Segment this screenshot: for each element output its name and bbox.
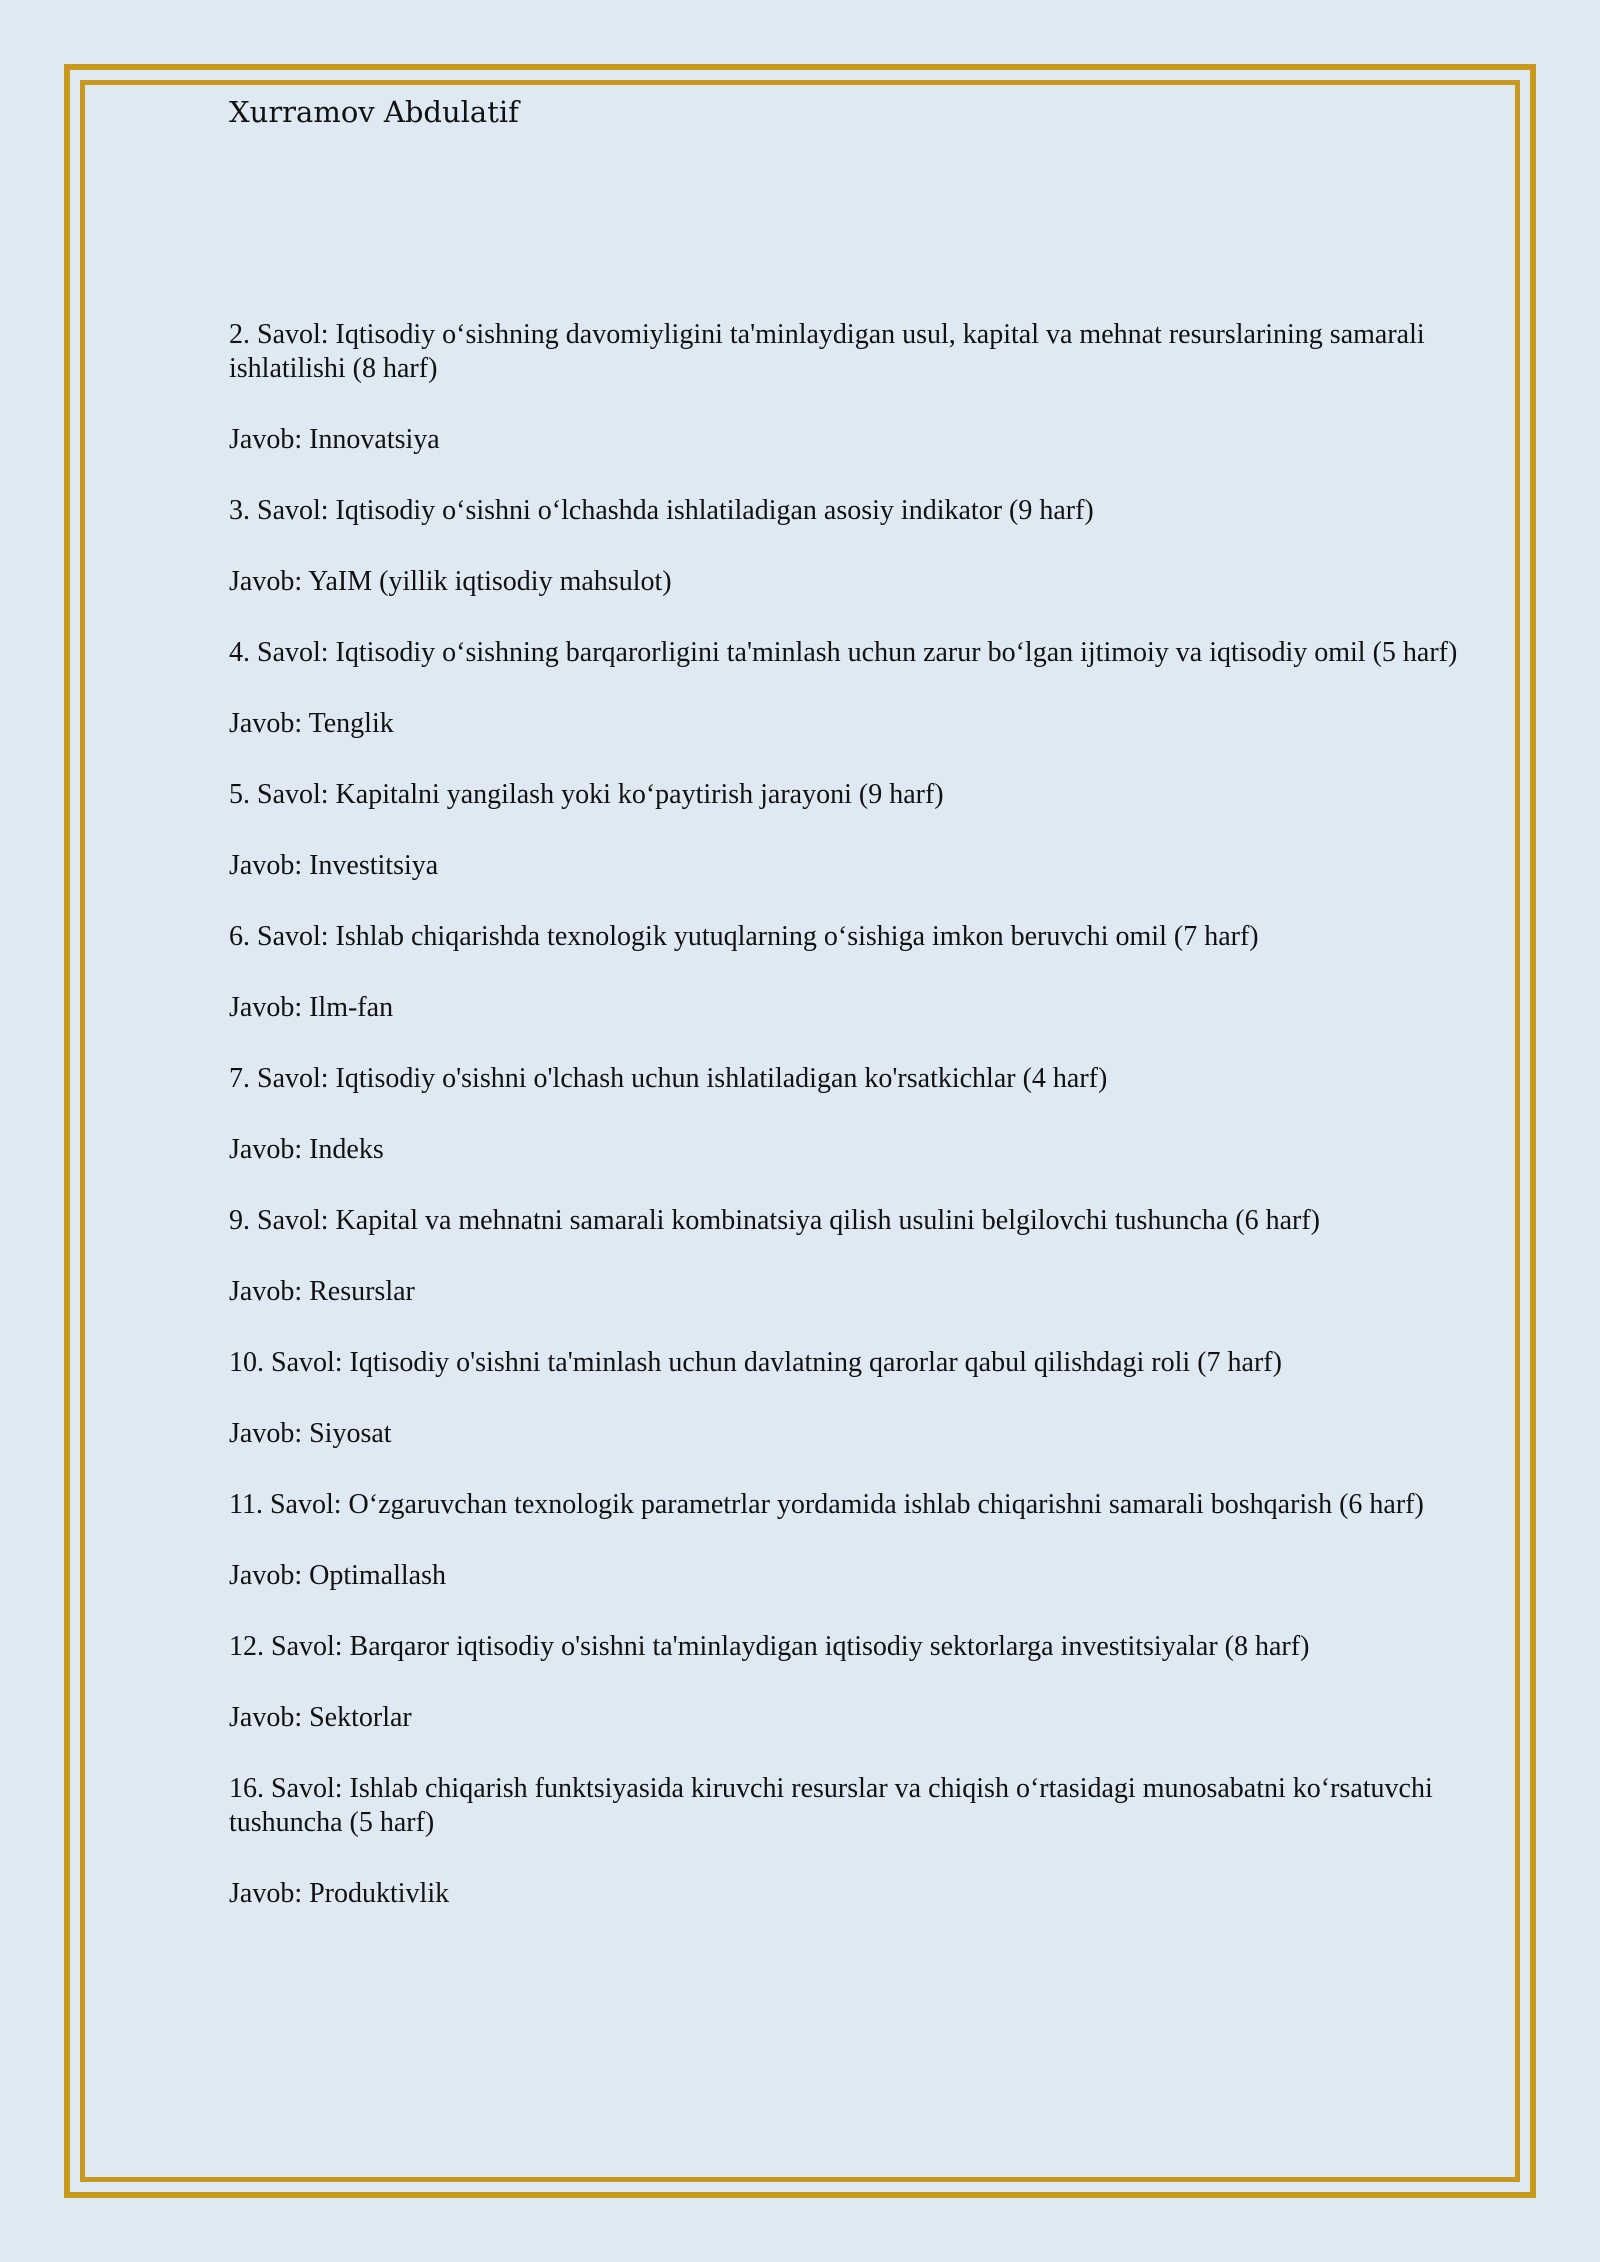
answer-text: Javob: Investitsiya bbox=[229, 850, 439, 881]
answer-text: Javob: Innovatsiya bbox=[229, 424, 440, 455]
question-text: 5. Savol: Kapitalni yangilash yoki ko‘paytirish jarayoni (9 harf) bbox=[229, 779, 944, 810]
author-name: Xurramov Abdulatif bbox=[229, 95, 519, 129]
question-text: 9. Savol: Kapital va mehnatni samarali kombinatsiya qilish usulini belgilovchi tushuncha (6 harf) bbox=[229, 1205, 1321, 1236]
question-text: 16. Savol: Ishlab chiqarish funktsiyasida kiruvchi resurslar va chiqish o‘rtasidagi munosabatni ko‘rsatuvchi tushuncha (5 harf) bbox=[229, 1773, 1433, 1838]
question-text: 11. Savol: O‘zgaruvchan texnologik parametrlar yordamida ishlab chiqarishni samarali boshqarish (6 harf) bbox=[229, 1489, 1424, 1520]
question-text: 12. Savol: Barqaror iqtisodiy o'sishni ta'minlaydigan iqtisodiy sektorlarga investitsiyalar (8 harf) bbox=[229, 1631, 1310, 1662]
answer-text: Javob: Indeks bbox=[229, 1134, 384, 1165]
answer-text: Javob: Tenglik bbox=[229, 708, 394, 739]
question-text: 2. Savol: Iqtisodiy o‘sishning davomiyligini ta'minlaydigan usul, kapital va mehnat resurslarining samarali ishlatilishi (8 harf) bbox=[229, 319, 1425, 384]
question-text: 3. Savol: Iqtisodiy o‘sishni o‘lchashda ishlatiladigan asosiy indikator (9 harf) bbox=[229, 495, 1094, 526]
question-text: 10. Savol: Iqtisodiy o'sishni ta'minlash uchun davlatning qarorlar qabul qilishdagi roli (7 harf) bbox=[229, 1347, 1282, 1378]
question-text: 7. Savol: Iqtisodiy o'sishni o'lchash uchun ishlatiladigan ko'rsatkichlar (4 harf) bbox=[229, 1063, 1108, 1094]
answer-text: Javob: Optimallash bbox=[229, 1560, 446, 1591]
answer-text: Javob: Resurslar bbox=[229, 1276, 415, 1307]
answer-text: Javob: Produktivlik bbox=[229, 1878, 450, 1909]
answer-text: Javob: Siyosat bbox=[229, 1418, 392, 1449]
document-body bbox=[229, 318, 1474, 1948]
question-text: 4. Savol: Iqtisodiy o‘sishning barqarorligini ta'minlash uchun zarur bo‘lgan ijtimoiy va iqtisodiy omil (5 harf) bbox=[229, 637, 1458, 668]
answer-text: Javob: YaIM (yillik iqtisodiy mahsulot) bbox=[229, 566, 672, 597]
question-text: 6. Savol: Ishlab chiqarishda texnologik yutuqlarning o‘sishiga imkon beruvchi omil (7 harf) bbox=[229, 921, 1259, 952]
answer-text: Javob: Sektorlar bbox=[229, 1702, 412, 1733]
answer-text: Javob: Ilm-fan bbox=[229, 992, 394, 1023]
